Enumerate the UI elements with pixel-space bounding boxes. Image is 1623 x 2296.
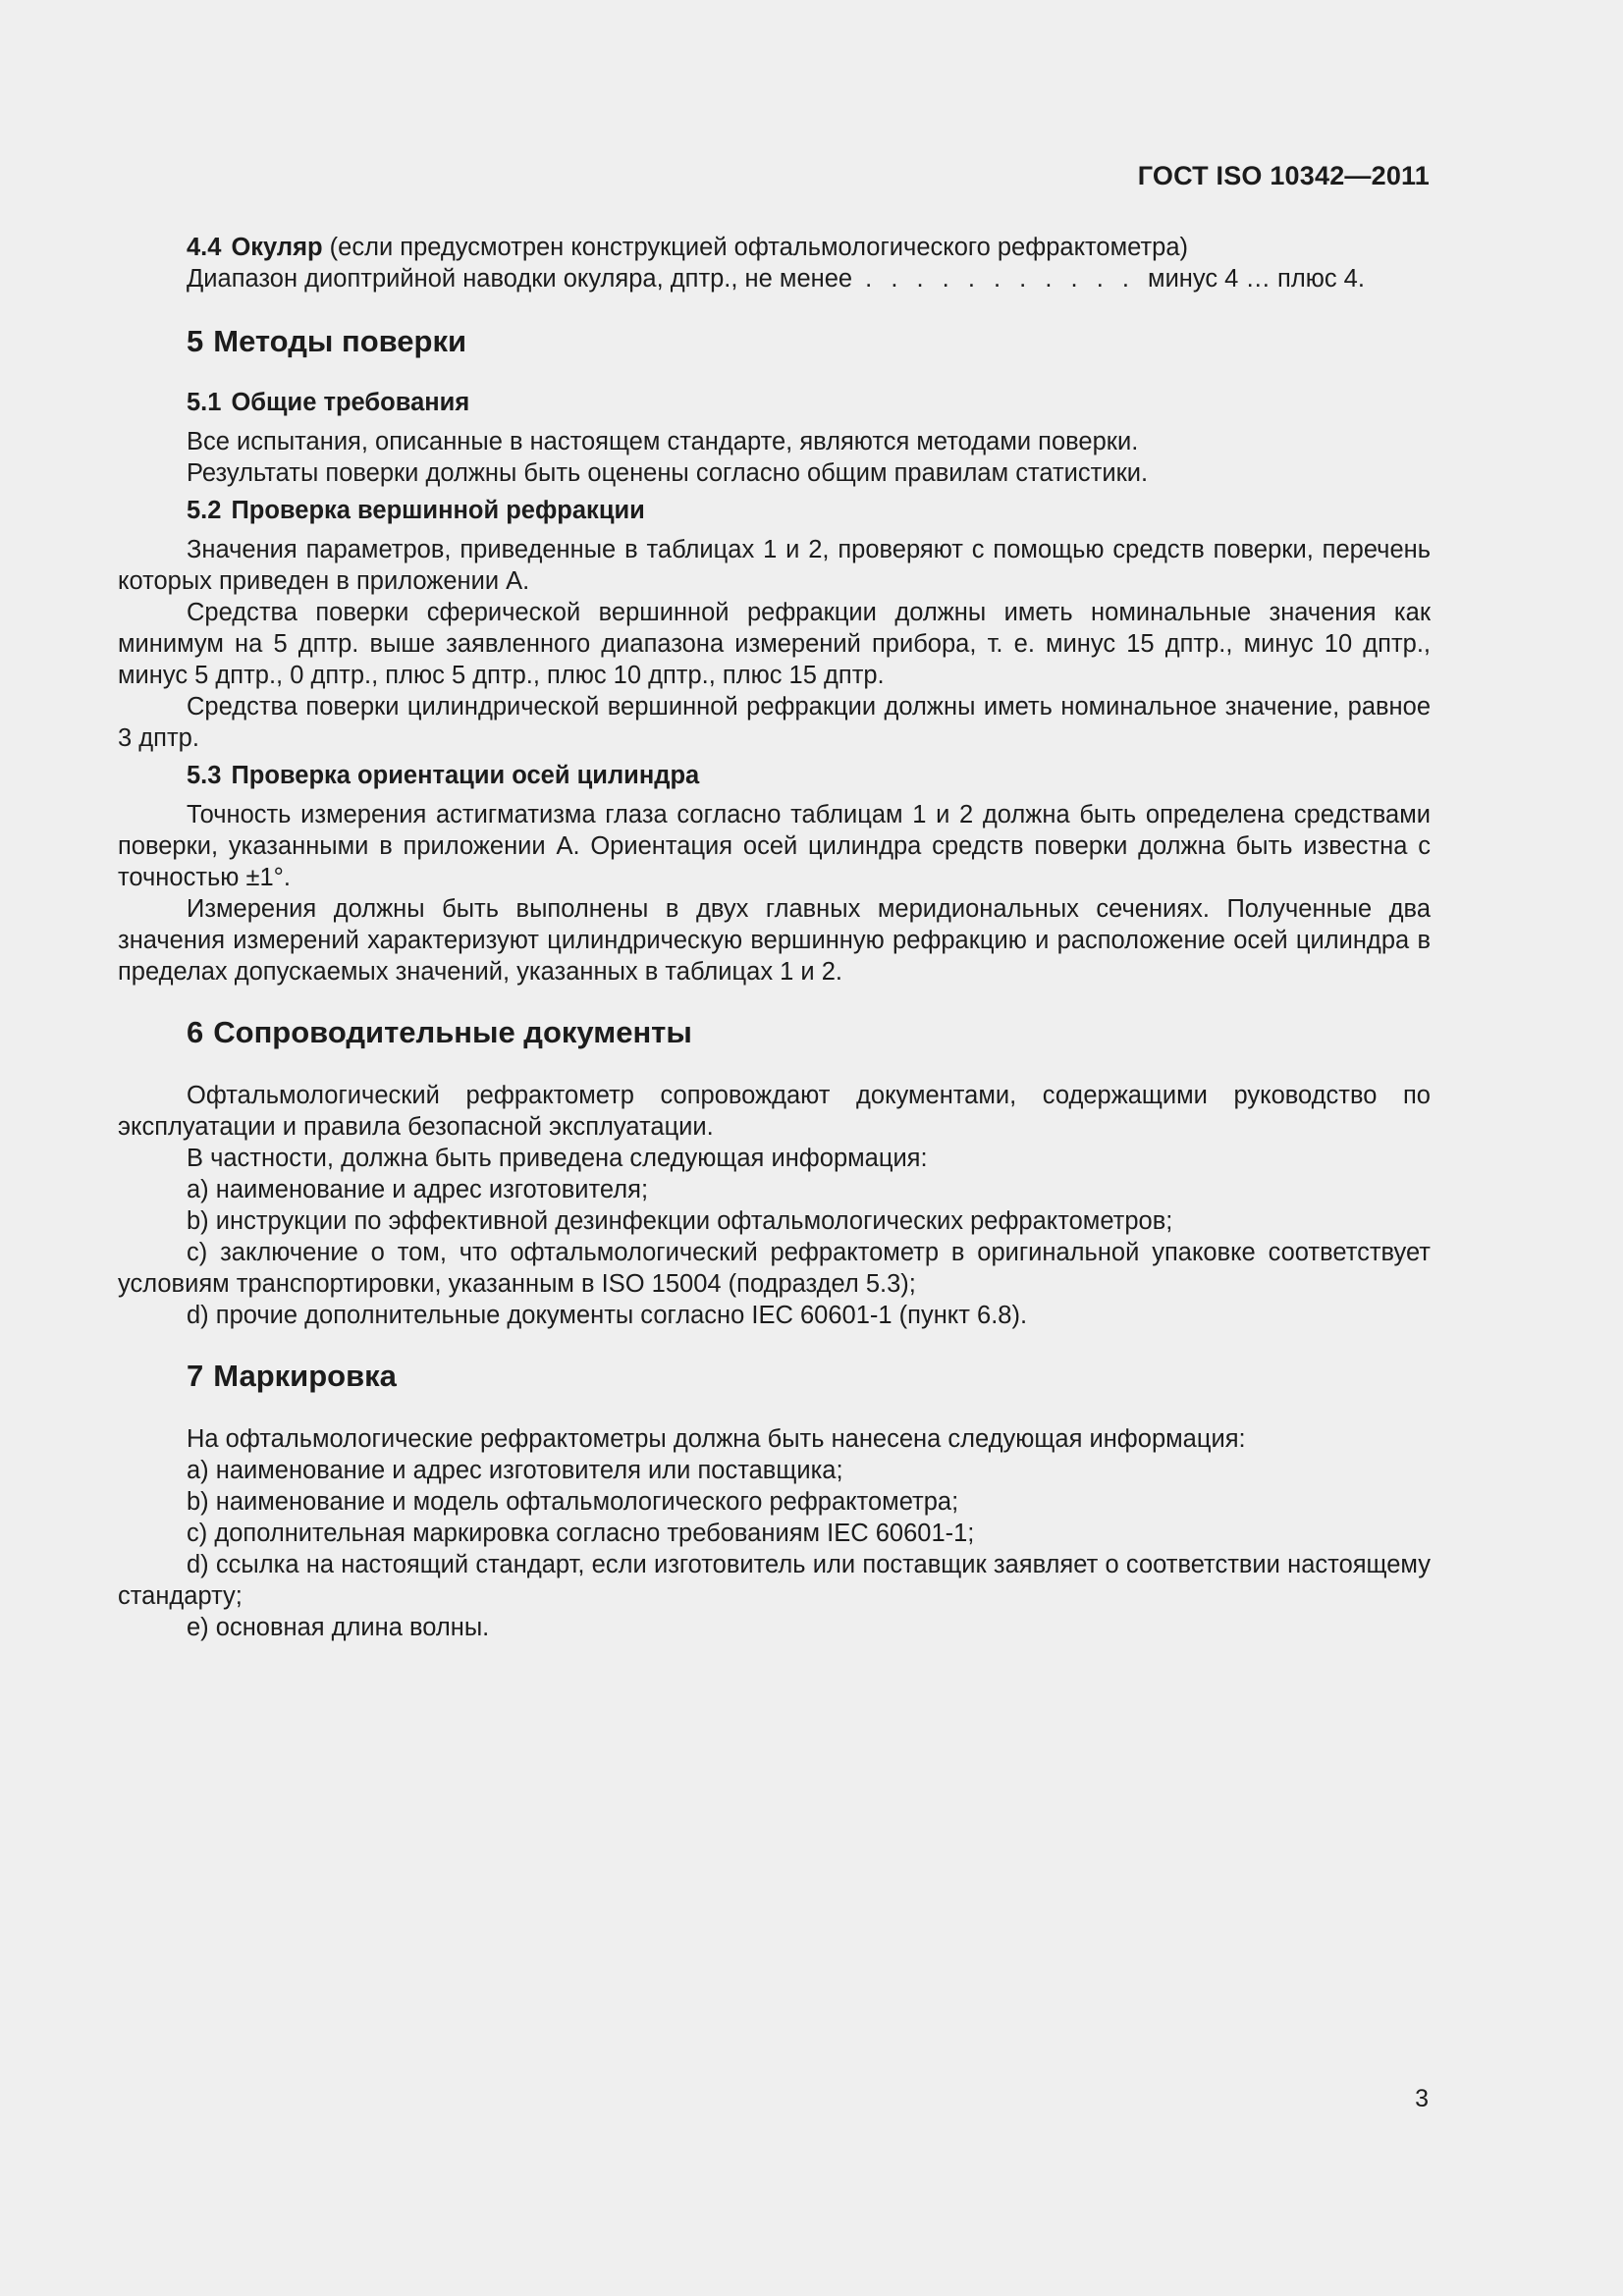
page-number: 3 <box>1415 2085 1429 2112</box>
list-item: b) наименование и модель офтальмологического рефрактометра; <box>187 1488 959 1516</box>
paragraph: Все испытания, описанные в настоящем стандарте, являются методами поверки. <box>187 428 1139 455</box>
paragraph: Значения параметров, приведенные в таблицах 1 и 2, проверяют с помощью средств поверки, перечень которых приведен в приложении А. <box>118 536 1431 595</box>
paragraph: Измерения должны быть выполнены в двух главных меридиональных сечениях. Полученные два значения измерений характеризуют цилиндрическую вершинную рефракцию и расположение осей цилиндра в пределах допускаемых значений, указанных в таблицах 1 и 2. <box>118 895 1431 986</box>
list-item: d) ссылка на настоящий стандарт, если изготовитель или поставщик заявляет о соответствии настоящему стандарту; <box>118 1551 1431 1610</box>
section-title: Проверка вершинной рефракции <box>231 497 645 524</box>
section-number: 5 <box>187 324 204 358</box>
section-title: Сопроводительные документы <box>213 1015 692 1049</box>
list-item: a) наименование и адрес изготовителя или поставщика; <box>187 1457 843 1484</box>
list-item: c) заключение о том, что офтальмологический рефрактометр в оригинальной упаковке соответствует условиям транспортировки, указанным в ISO 15004 (подраздел 5.3); <box>118 1239 1431 1298</box>
document-code: ГОСТ ISO 10342—2011 <box>1137 161 1430 190</box>
paragraph: Точность измерения астигматизма глаза согласно таблицам 1 и 2 должна быть определена средствами поверки, указанными в приложении А. Ориентация осей цилиндра средств поверки должна быть известна с точностью ±1°. <box>118 801 1431 891</box>
section-title: Маркировка <box>213 1359 397 1393</box>
section-number: 5.2 <box>187 497 222 524</box>
section-title: Общие требования <box>231 389 470 416</box>
section-number: 5.3 <box>187 762 222 789</box>
paragraph: Результаты поверки должны быть оценены согласно общим правилам статистики. <box>187 459 1149 487</box>
paragraph: В частности, должна быть приведена следующая информация: <box>187 1145 928 1172</box>
section-number: 7 <box>187 1359 204 1393</box>
list-item: c) дополнительная маркировка согласно требованиям IEC 60601-1; <box>187 1520 975 1547</box>
paragraph: Офтальмологический рефрактометр сопровождают документами, содержащими руководство по эксплуатации и правила безопасной эксплуатации. <box>118 1082 1431 1141</box>
eyepiece-range-value: минус 4 … плюс 4. <box>1148 265 1365 293</box>
section-5-1-heading <box>187 387 1431 418</box>
list-item: e) основная длина волны. <box>187 1614 490 1641</box>
section-5-2-heading <box>187 495 1431 526</box>
section-5-3-heading <box>187 760 1431 791</box>
eyepiece-range-label: Диапазон диоптрийной наводки окуляра, дптр., не менее <box>187 265 853 293</box>
section-title: Окуляр <box>231 234 323 261</box>
leader-dots: . . . . . . . . . . . <box>852 265 1149 293</box>
section-title: Проверка ориентации осей цилиндра <box>231 762 700 789</box>
section-5-heading <box>187 322 1431 361</box>
page-content <box>118 226 1431 1643</box>
paragraph: На офтальмологические рефрактометры должна быть нанесена следующая информация: <box>187 1425 1246 1453</box>
section-number: 6 <box>187 1015 204 1049</box>
section-number: 4.4 <box>187 234 222 261</box>
paragraph: Средства поверки сферической вершинной рефракции должны иметь номинальные значения как минимум на 5 дптр. выше заявленного диапазона измерений прибора, т. е. минус 15 дптр., минус 10 дптр., минус 5 дптр., 0 дптр., плюс 5 дптр., плюс 10 дптр., плюс 15 дптр. <box>118 599 1431 689</box>
section-title: Методы поверки <box>213 324 467 358</box>
section-4-4 <box>118 232 1431 263</box>
paragraph: Средства поверки цилиндрической вершинной рефракции должны иметь номинальное значение, равное 3 дптр. <box>118 693 1431 752</box>
section-number: 5.1 <box>187 389 222 416</box>
list-item: b) инструкции по эффективной дезинфекции офтальмологических рефрактометров; <box>187 1207 1173 1235</box>
section-7-heading <box>187 1357 1431 1396</box>
section-title-note: (если предусмотрен конструкцией офтальмологического рефрактометра) <box>322 234 1189 261</box>
list-item: d) прочие дополнительные документы согласно IEC 60601-1 (пункт 6.8). <box>187 1302 1028 1329</box>
section-6-heading <box>187 1013 1431 1052</box>
list-item: a) наименование и адрес изготовителя; <box>187 1176 649 1203</box>
eyepiece-range-line <box>118 263 1431 294</box>
